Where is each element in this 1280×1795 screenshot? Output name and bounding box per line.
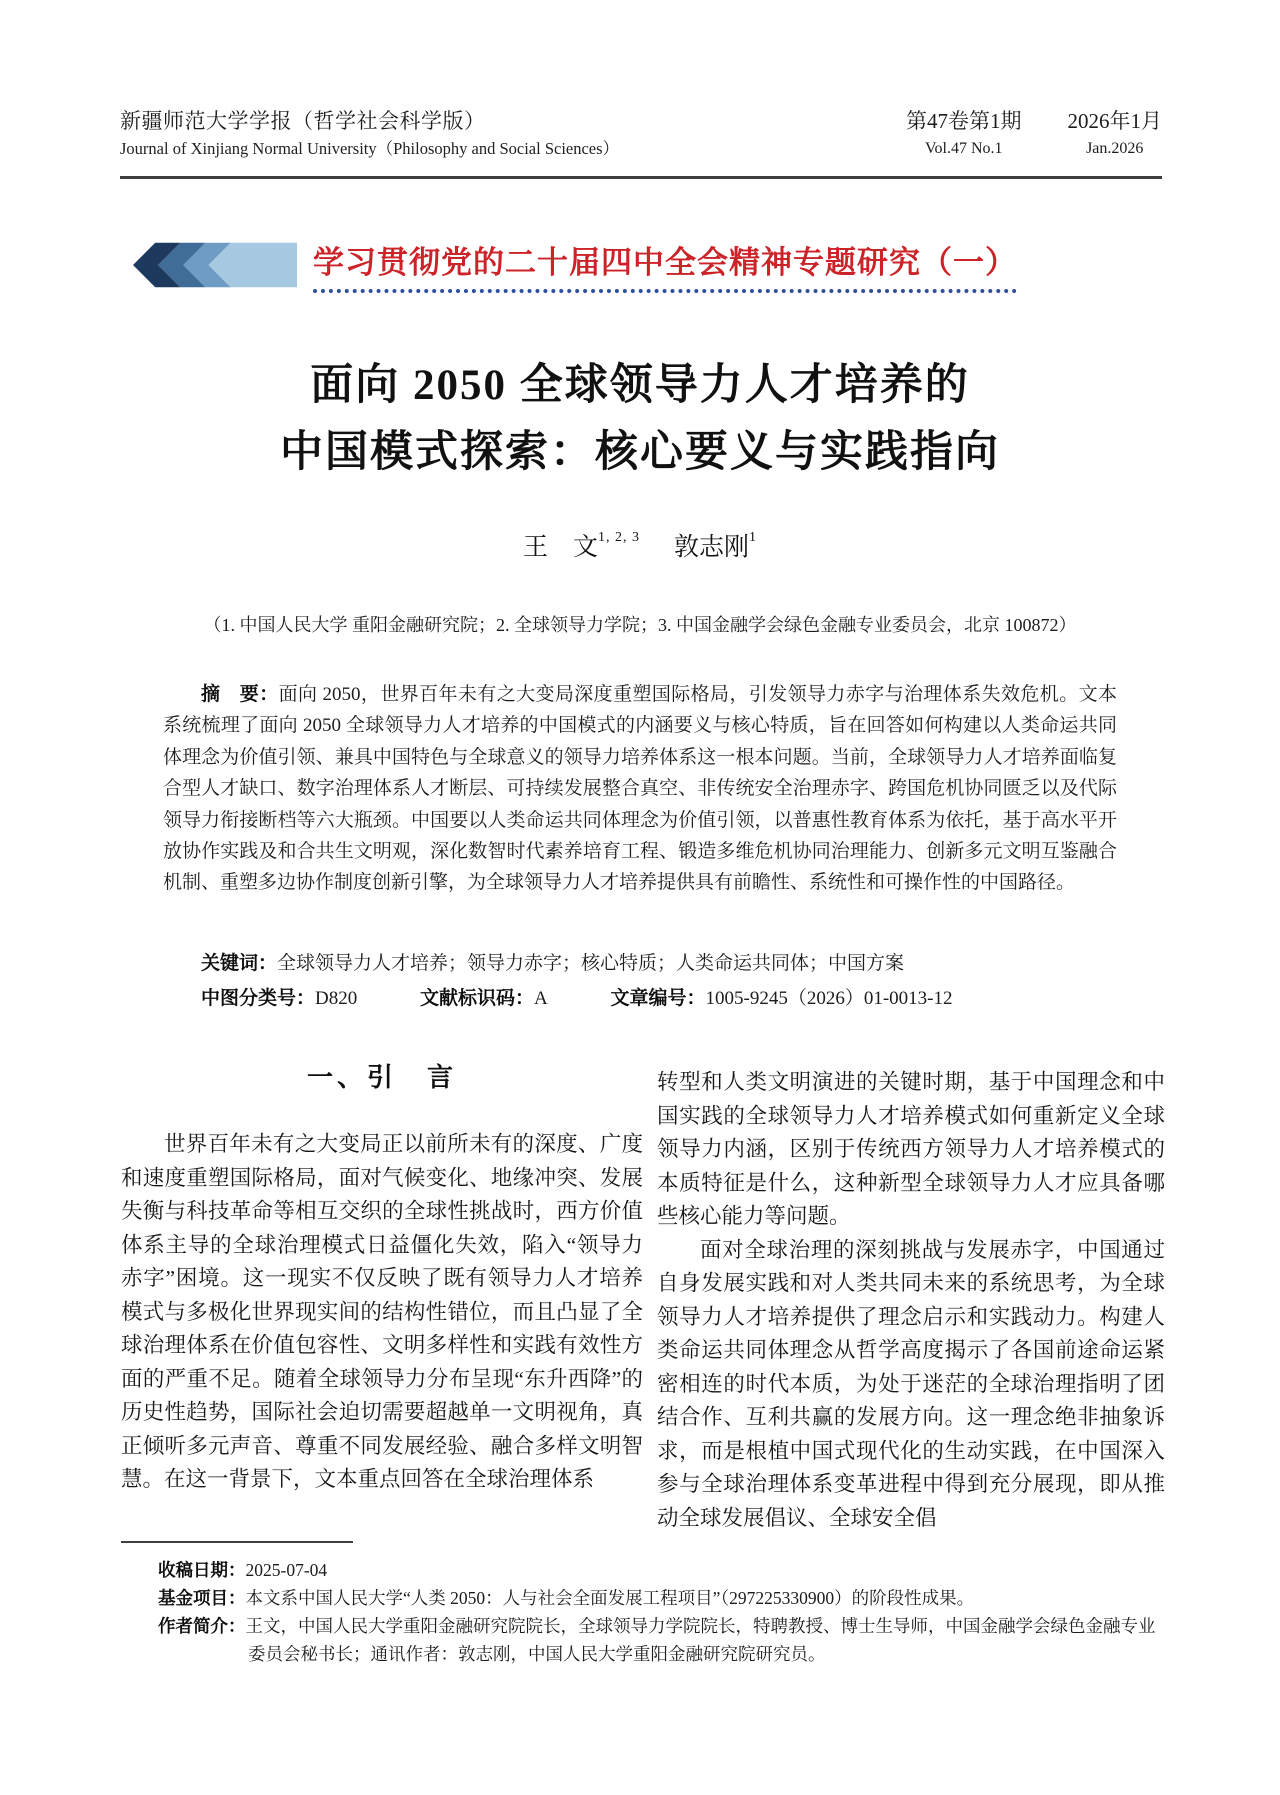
- issue-date-cn: 2026年1月: [1067, 109, 1162, 133]
- clc-label: 中图分类号：: [201, 988, 316, 1009]
- section-heading-introduction: 一、引 言: [306, 1063, 457, 1092]
- author-bio-label: 作者简介：: [158, 1616, 246, 1636]
- author-affil-sup: 1, 2, 3: [598, 530, 640, 545]
- issue-info-block: [906, 108, 1162, 164]
- volume-cn: 第47卷第1期: [906, 109, 1022, 133]
- fund-project-line: [158, 1584, 1170, 1612]
- body-paragraph: 面对全球治理的深刻挑战与发展赤字，中国通过自身发展实践和对人类共同未来的系统思考，为全球领导力人才培养提供了理念启示和实践动力。构建人类命运共同体理念从哲学高度揭示了各国前途命运紧密相连的时代本质，为处于迷茫的全球治理指明了团结合作、互利共赢的发展方向。这一理念绝非抽象诉求，而是根植中国式现代化的生动实践，在中国深入参与全球治理体系变革进程中得到充分展现，即从推动全球发展倡议、全球安全倡: [657, 1237, 1165, 1530]
- article-id-label: 文章编号：: [610, 988, 706, 1009]
- article-id-group: [611, 983, 953, 1010]
- journal-name-cn: 新疆师范大学学报（哲学社会科学版）: [120, 109, 486, 133]
- author-affil-sup: 1: [749, 530, 758, 545]
- article-id-value: 1005-9245（2026）01-0013-12: [705, 988, 953, 1009]
- classification-line: [163, 983, 1117, 1010]
- fund-project-text: 本文系中国人民大学“人类 2050：人与社会全面发展工程项目”（297225330900）的阶段性成果。: [245, 1588, 975, 1608]
- date-block: [1068, 108, 1163, 164]
- keywords-line: [163, 948, 1117, 975]
- article-title-line1: 面向 2050 全球领导力人才培养的: [310, 362, 970, 409]
- body-column-left: [121, 1058, 643, 1497]
- abstract-paragraph: [163, 679, 1117, 899]
- abstract-text: 面向 2050，世界百年未有之大变局深度重塑国际格局，引发领导力赤字与治理体系失效危机。文本系统梳理了面向 2050 全球领导力人才培养的中国模式的内涵要义与核心特质，旨在回答如何构建以人类命运共同体理念为价值引领、兼具中国特色与全球意义的领导力培养体系这一根本问题。当前，全球领导力人才培养面临复合型人才缺口、数字治理体系人才断层、可持续发展整合真空、非传统安全治理赤字、跨国危机协同匮乏以及代际领导力衔接断档等六大瓶颈。中国要以人类命运共同体理念为价值引领，以普惠性教育体系为依托，基于高水平开放协作实践及和合共生文明观，深化数智时代素养培育工程、锻造多维危机协同治理能力、创新多元文明互鉴融合机制、重塑多边协作制度创新引擎，为全球领导力人才培养提供具有前瞻性、系统性和可操作性的中国路径。: [163, 684, 1117, 894]
- author-bio-line: [158, 1612, 1170, 1668]
- header-divider: [120, 176, 1162, 179]
- author-name: 敦志刚: [674, 534, 750, 561]
- volume-en: Vol.47 No.1: [925, 140, 1003, 157]
- volume-block: [906, 108, 1022, 164]
- body-column-right: [657, 1066, 1165, 1535]
- article-title: [0, 352, 1280, 486]
- journal-name-block: [120, 108, 619, 164]
- author-bio-text: 王文，中国人民大学重阳金融研究院院长，全球领导力学院院长，特聘教授、博士生导师，中国金融学会绿色金融专业委员会秘书长；通讯作者：敦志刚，中国人民大学重阳金融研究院研究员。: [245, 1616, 1156, 1664]
- doc-code-label: 文献标识码：: [420, 988, 535, 1009]
- author-line: [0, 527, 1280, 563]
- footnote-divider: [121, 1541, 353, 1543]
- abstract-label: 摘 要：: [201, 684, 279, 705]
- received-date-line: [158, 1556, 1170, 1584]
- author-name: 王 文: [522, 534, 598, 561]
- doc-code-group: [420, 983, 548, 1010]
- clc-group: [201, 983, 357, 1010]
- clc-value: D820: [315, 988, 358, 1009]
- body-paragraph: 转型和人类文明演进的关键时期，基于中国理念和中国实践的全球领导力人才培养模式如何重新定义全球领导力内涵，区别于传统西方领导力人才培养模式的本质特征是什么，这种新型全球领导力人才应具备哪些核心能力等问题。: [657, 1070, 1165, 1228]
- keywords-label: 关键词：: [201, 953, 278, 974]
- special-topic-title: 学习贯彻党的二十届四中全会精神专题研究（一）: [313, 237, 1017, 293]
- keywords-text: 全球领导力人才培养；领导力赤字；核心特质；人类命运共同体；中国方案: [277, 953, 905, 974]
- fund-project-label: 基金项目：: [158, 1588, 246, 1608]
- journal-name-en: Journal of Xinjiang Normal University（Philosophy and Social Sciences）: [120, 139, 620, 158]
- body-paragraph: 世界百年未有之大变局正以前所未有的深度、广度和速度重塑国际格局，面对气候变化、地缘冲突、发展失衡与科技革命等相互交织的全球性挑战时，西方价值体系主导的全球治理模式日益僵化失效，陷入“领导力赤字”困境。这一现实不仅反映了既有领导力人才培养模式与多极化世界现实间的结构性错位，而且凸显了全球治理体系在价值包容性、文明多样性和实践有效性方面的严重不足。随着全球领导力分布呈现“东升西降”的历史性趋势，国际社会迫切需要超越单一文明视角，真正倾听多元声音、尊重不同发展经验、融合多样文明智慧。在这一背景下，文本重点回答在全球治理体系: [121, 1132, 643, 1491]
- doc-code-value: A: [534, 988, 548, 1009]
- special-topic-banner: [133, 237, 1017, 293]
- chevrons-left-icon: [133, 242, 297, 288]
- article-title-line2: 中国模式探索：核心要义与实践指向: [280, 429, 1000, 476]
- journal-header: [120, 108, 1162, 164]
- received-date-label: 收稿日期：: [158, 1560, 246, 1580]
- issue-date-en: Jan.2026: [1086, 140, 1144, 157]
- footnote-block: [158, 1556, 1170, 1668]
- received-date-value: 2025-07-04: [245, 1560, 328, 1580]
- affiliation-line: （1. 中国人民大学 重阳金融研究院；2. 全球领导力学院；3. 中国金融学会绿色金融专业委员会，北京 100872）: [203, 615, 1077, 635]
